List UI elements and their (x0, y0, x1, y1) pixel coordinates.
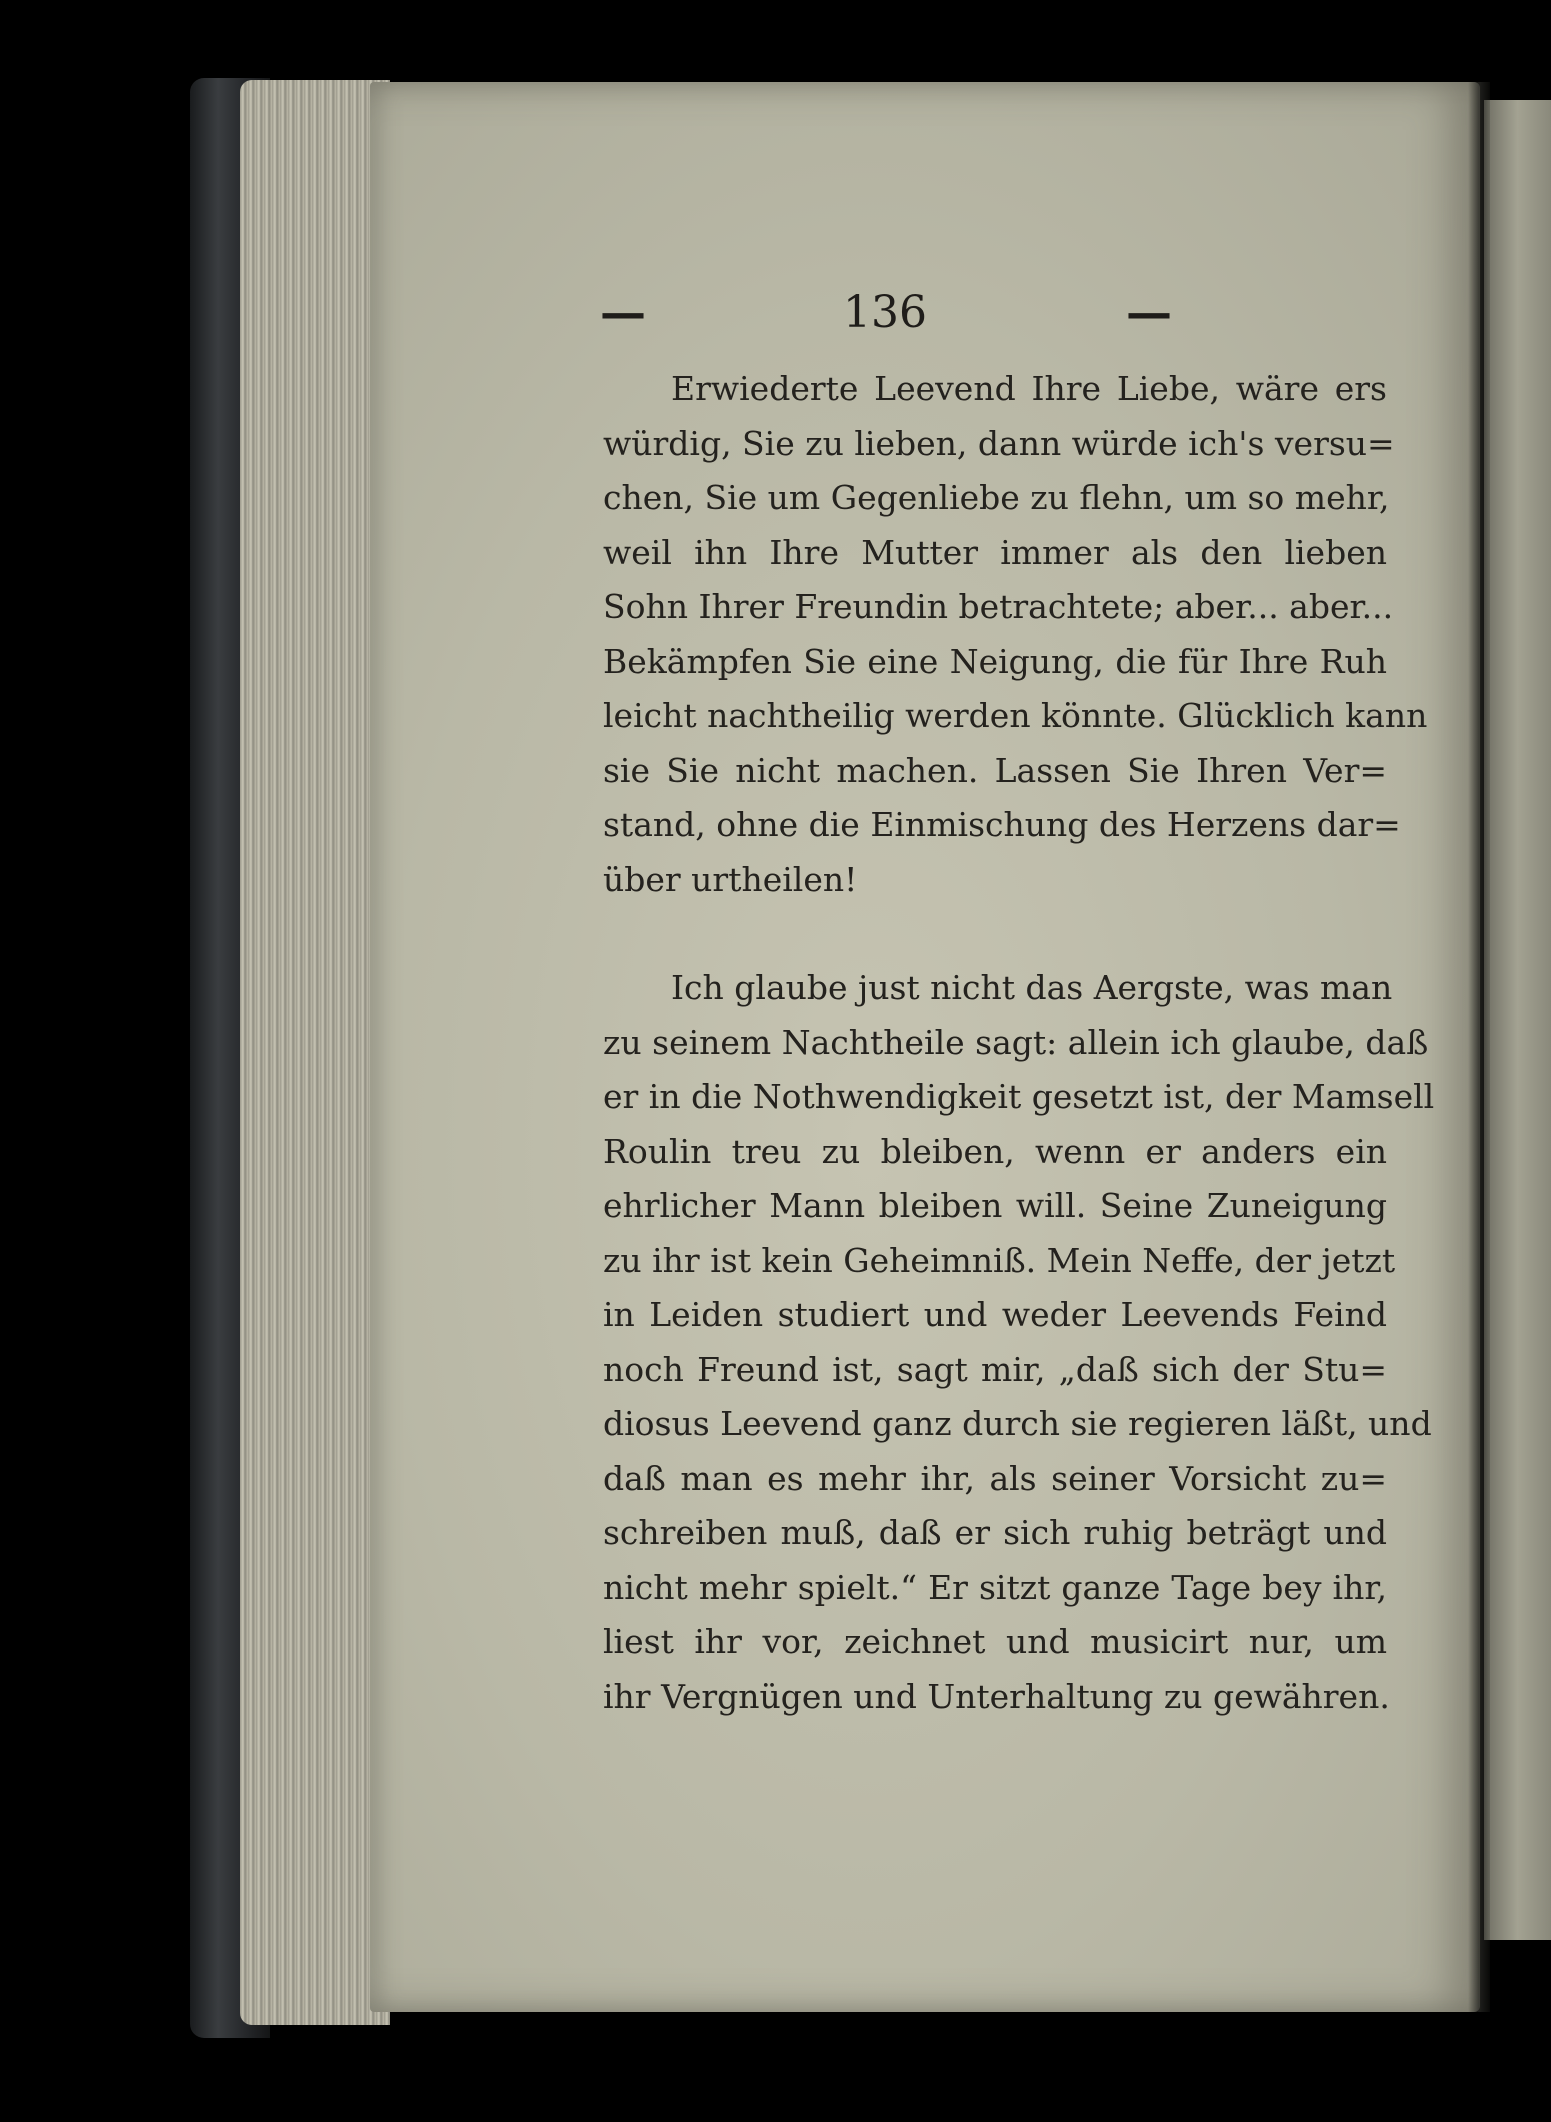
text-line: über urtheilen! (603, 859, 858, 899)
text-line: würdig, Sie zu lieben, dann würde ich's versu= (603, 423, 1395, 463)
text-line: Ich glaube just nicht das Aergste, was man (671, 968, 1393, 1007)
text-line: in Leiden studiert und weder Leevends Feind (603, 1295, 1387, 1334)
text-line: Roulin treu zu bleiben, wenn er anders ein (603, 1131, 1387, 1171)
text-line: zu seinem Nachtheile sagt: allein ich glaube, daß (603, 1022, 1429, 1062)
page-gutter (1468, 82, 1490, 2012)
text-line: schreiben muß, daß er sich ruhig beträgt und (603, 1513, 1387, 1552)
paragraph-2 (603, 961, 1435, 1724)
text-line: diosus Leevend ganz durch sie regieren läßt, und (603, 1404, 1432, 1443)
text-line: liest ihr vor, zeichnet und musicirt nur, um (603, 1622, 1387, 1661)
text-line: Bekämpfen Sie eine Neigung, die für Ihre Ruh (603, 641, 1387, 681)
text-line: nicht mehr spielt.“ Er sitzt ganze Tage bey ihr, (603, 1567, 1387, 1607)
body-text (603, 362, 1435, 1724)
page-number: 136 (843, 286, 927, 338)
text-line: er in die Nothwendigkeit gesetzt ist, der Mamsell (603, 1077, 1435, 1116)
header-right-dash: — (1125, 285, 1170, 339)
text-line: daß man es mehr ihr, als seiner Vorsicht zu= (603, 1458, 1387, 1498)
text-line: chen, Sie um Gegenliebe zu flehn, um so mehr, (603, 478, 1390, 517)
text-line: leicht nachtheilig werden könnte. Glücklich kann (603, 696, 1428, 735)
text-line: noch Freund ist, sagt mir, „daß sich der Stu= (603, 1349, 1387, 1389)
page-header (600, 272, 1170, 352)
paragraph-1 (603, 362, 1428, 907)
text-line: stand, ohne die Einmischung des Herzens dar= (603, 805, 1401, 844)
facing-page (1484, 100, 1551, 1940)
paragraph-gap (603, 907, 1387, 961)
text-line: zu ihr ist kein Geheimniß. Mein Neffe, der jetzt (603, 1240, 1396, 1280)
text-line: ehrlicher Mann bleiben will. Seine Zuneigung (603, 1186, 1387, 1225)
text-line: weil ihn Ihre Mutter immer als den lieben (603, 532, 1387, 572)
text-line: ihr Vergnügen und Unterhaltung zu gewähren. (603, 1676, 1390, 1716)
header-left-dash: — (600, 285, 644, 339)
text-line: sie Sie nicht machen. Lassen Sie Ihren Ver= (603, 750, 1387, 790)
text-line: Sohn Ihrer Freundin betrachtete; aber... aber... (603, 587, 1394, 626)
text-line: Erwiederte Leevend Ihre Liebe, wäre ers (671, 369, 1387, 408)
page-edges (240, 80, 390, 2025)
